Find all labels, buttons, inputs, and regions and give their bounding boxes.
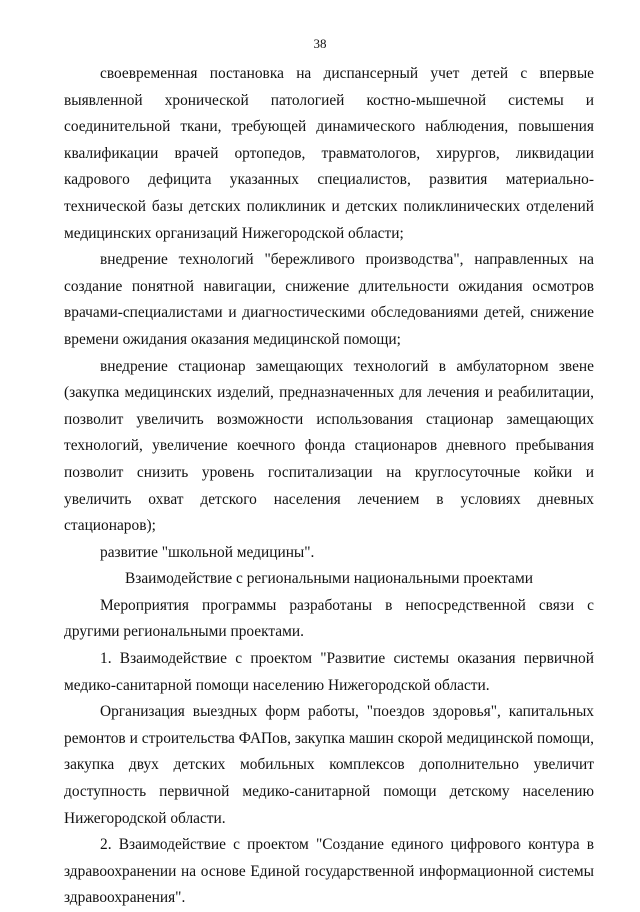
paragraph-interaction-digital-contour: 2. Взаимодействие с проектом "Создание единого цифрового контура в здравоохранении на основе Единой государственной информационной системы здравоохранения". (64, 836, 594, 907)
paragraph-school-medicine: развитие "школьной медицины". (100, 543, 315, 561)
paragraph-interaction-primary-care: 1. Взаимодействие с проектом "Развитие системы оказания первичной медико-санитарной помощи населению Нижегородской области. (64, 650, 594, 694)
paragraph-lean-production: внедрение технологий "бережливого производства", направленных на создание понятной навигации, снижение длительности ожидания осмотров врачами-специалистами и диагностическими обследованиями детей, снижение времени ожидания оказания медицинской помощи; (64, 251, 594, 348)
paragraph-program-measures: Мероприятия программы разработаны в непосредственной связи с другими региональными проектами. (64, 596, 594, 641)
paragraph-dispensary-registration: своевременная постановка на диспансерный учет детей с впервые выявленной хронической патологией костно-мышечной системы и соединительной ткани, требующей динамического наблюдения, повышения квалификации врачей ортопедов, травматологов, хирургов, ликвидации кадрового дефицита указанных специалистов, развития материально-технической базы детских поликлиник и детских поликлинических отделений медицинских организаций Нижегородской области; (64, 65, 594, 242)
page-number: 38 (313, 36, 327, 51)
document-body (64, 61, 594, 912)
paragraph-hospital-replacing-tech: внедрение стационар замещающих технологий в амбулаторном звене (закупка медицинских изделий, предназначенных для лечения и реабилитации, позволит увеличить возможности использования стационар замещающих технологий, увеличение коечного фонда стационаров дневного пребывания позволит снизить уровень госпитализации на круглосуточные койки и увеличить охват детского населения лечением в условиях дневных стационаров); (64, 357, 594, 535)
section-heading: Взаимодействие с региональными национальными проектами (125, 570, 533, 588)
paragraph-mobile-work: Организация выездных форм работы, "поездов здоровья", капитальных ремонтов и строительства ФАПов, закупка машин скорой медицинской помощи, закупка двух детских мобильных комплексов дополнительно увеличит доступность первичной медико-санитарной помощи детскому населению Нижегородской области. (64, 703, 594, 827)
